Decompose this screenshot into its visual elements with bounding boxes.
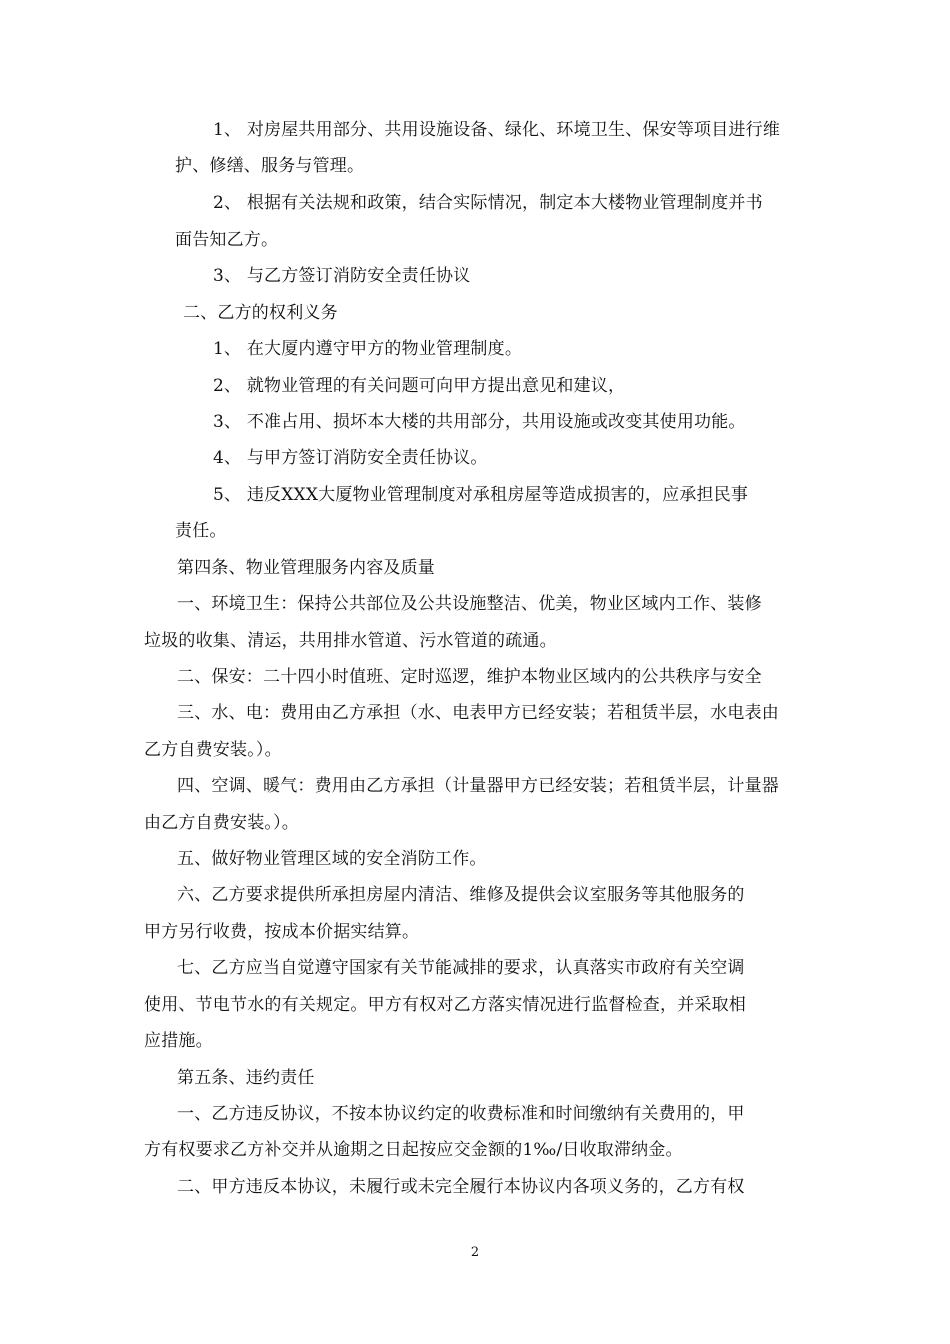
paragraph-line: 一、乙方违反协议，不按本协议约定的收费标准和时间缴纳有关费用的，甲 [177, 1104, 745, 1124]
paragraph-line: 六、乙方要求提供所承担房屋内清洁、维修及提供会议室服务等其他服务的 [177, 885, 745, 905]
paragraph-line: 七、乙方应当自觉遵守国家有关节能减排的要求，认真落实市政府有关空调 [177, 958, 745, 978]
paragraph-line: 应措施。 [144, 1031, 213, 1051]
paragraph-line: 方有权要求乙方补交并从逾期之日起按应交金额的1‰/日收取滞纳金。 [144, 1140, 683, 1160]
paragraph-line: 一、环境卫生：保持公共部位及公共设施整洁、优美，物业区域内工作、装修 [177, 594, 762, 614]
paragraph-line: 由乙方自费安装。）。 [144, 813, 299, 833]
paragraph-line: 5、 违反XXX大厦物业管理制度对承租房屋等造成损害的，应承担民事 [213, 485, 749, 505]
paragraph-line: 1、 在大厦内遵守甲方的物业管理制度。 [213, 339, 523, 359]
paragraph-line: 三、水、电：费用由乙方承担（水、电表甲方已经安装；若租赁半层，水电表由 [177, 703, 779, 723]
paragraph-line: 责任。 [175, 521, 227, 541]
paragraph-line: 护、修缮、服务与管理。 [175, 156, 365, 176]
paragraph-line: 2、 就物业管理的有关问题可向甲方提出意见和建议， [213, 376, 626, 396]
paragraph-line: 3、 不准占用、损坏本大楼的共用部分，共用设施或改变其使用功能。 [213, 412, 746, 432]
page-number: 2 [470, 1245, 480, 1260]
paragraph-line: 1、 对房屋共用部分、共用设施设备、绿化、环境卫生、保安等项目进行维 [213, 120, 781, 140]
paragraph-line: 四、空调、暖气：费用由乙方承担（计量器甲方已经安装；若租赁半层，计量器 [177, 776, 779, 796]
paragraph-line: 垃圾的收集、清运，共用排水管道、污水管道的疏通。 [144, 631, 557, 651]
paragraph-line: 2、 根据有关法规和政策，结合实际情况，制定本大楼物业管理制度并书 [213, 193, 763, 213]
paragraph-line: 五、做好物业管理区域的安全消防工作。 [177, 849, 487, 869]
paragraph-line: 甲方另行收费，按成本价据实结算。 [144, 922, 420, 942]
paragraph-line: 4、 与甲方签订消防安全责任协议。 [213, 448, 488, 468]
section-heading: 二、乙方的权利义务 [183, 303, 338, 323]
paragraph-line: 二、保安：二十四小时值班、定时巡逻，维护本物业区域内的公共秩序与安全 [177, 667, 762, 687]
paragraph-line: 乙方自费安装。）。 [144, 740, 282, 760]
paragraph-line: 面告知乙方。 [175, 230, 279, 250]
article-heading: 第四条、物业管理服务内容及质量 [177, 558, 435, 578]
paragraph-line: 3、 与乙方签订消防安全责任协议 [213, 266, 471, 286]
paragraph-line: 二、甲方违反本协议，未履行或未完全履行本协议内各项义务的，乙方有权 [177, 1177, 745, 1197]
paragraph-line: 使用、节电节水的有关规定。甲方有权对乙方落实情况进行监督检查，并采取相 [144, 995, 746, 1015]
article-heading: 第五条、违约责任 [177, 1068, 315, 1088]
